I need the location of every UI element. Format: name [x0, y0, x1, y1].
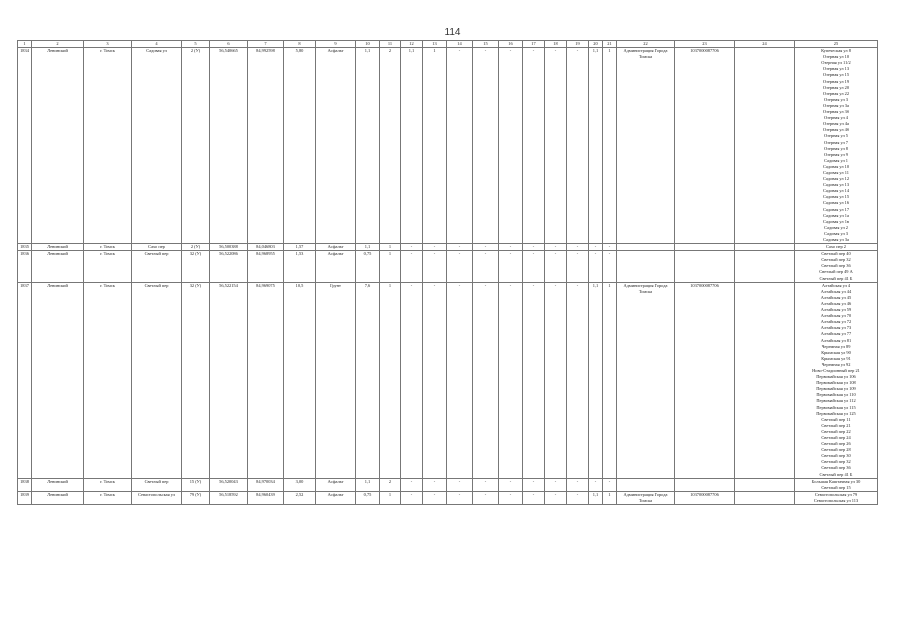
address-item: Светлый пер 41 Б: [819, 275, 853, 281]
header-cell: 23: [675, 41, 735, 48]
table-cell: Севастопольская ул: [132, 491, 182, 504]
table-cell: Асфальт: [316, 251, 356, 282]
table-cell: -: [447, 282, 473, 478]
header-cell: 14: [447, 41, 473, 48]
table-row: [18, 244, 878, 251]
table-cell: Администрация Города Томска: [617, 282, 675, 478]
table-cell: -: [567, 282, 589, 478]
table-cell: -: [567, 478, 589, 491]
address-item: Светлый пер 15: [821, 484, 851, 490]
table-cell: -: [545, 48, 567, 244]
table-cell: -: [589, 244, 603, 251]
table-cell: -: [499, 491, 523, 504]
address-item: Садовая ул 16: [822, 200, 850, 206]
address-item: Озерная ул 15: [822, 72, 850, 78]
table-cell: Ленинский: [32, 48, 84, 244]
address-item: Алтайская ул 77: [820, 331, 852, 337]
table-cell: 84,960439: [248, 491, 284, 504]
address-item: Алтайская ул 44: [820, 288, 852, 294]
table-cell: 0,75: [356, 251, 380, 282]
header-cell: 17: [523, 41, 545, 48]
table-cell: 3,00: [284, 478, 316, 491]
table-cell: 1,1: [356, 244, 380, 251]
table-cell: -: [447, 251, 473, 282]
header-cell: 9: [316, 41, 356, 48]
table-cell: -: [423, 478, 447, 491]
table-cell: 1: [603, 48, 617, 244]
table-cell: 5,80: [284, 48, 316, 244]
table-cell: 84,969075: [248, 282, 284, 478]
header-cell: 2: [32, 41, 84, 48]
table-cell: -: [473, 244, 499, 251]
table-cell: 1: [380, 251, 401, 282]
address-item: Алтайская ул 59: [820, 307, 852, 313]
header-row: [18, 41, 878, 48]
table-cell: 1834: [18, 48, 32, 244]
table-cell: 79 (У): [182, 491, 210, 504]
address-item: Светлый пер 22: [821, 428, 851, 434]
address-item: Светлый пер 32: [821, 459, 851, 465]
table-cell: -: [499, 478, 523, 491]
address-item: Светлый пер 28: [821, 447, 851, 453]
table-cell: -: [499, 251, 523, 282]
table-cell: -: [545, 491, 567, 504]
table-cell: -: [499, 48, 523, 244]
table-cell: [735, 244, 795, 251]
address-item: Озерная ул 10: [822, 54, 850, 60]
table-cell: [735, 48, 795, 244]
table-cell: 1037000087706: [675, 491, 735, 504]
header-cell: 5: [182, 41, 210, 48]
table-cell: 1,53: [284, 251, 316, 282]
table-row: [18, 491, 878, 504]
table-cell: 10,5: [284, 282, 316, 478]
address-item: Светлый пер 32: [821, 257, 851, 263]
table-cell: Светлый пер: [132, 282, 182, 478]
table-cell: 1,1: [589, 491, 603, 504]
table-cell: 1037000087706: [675, 282, 735, 478]
address-item: Первомайская ул 108: [816, 380, 856, 386]
table-cell: 2,52: [284, 491, 316, 504]
header-cell: 8: [284, 41, 316, 48]
address-item: Большая Каштачная ул 30: [811, 478, 861, 484]
address-item: Ново-Стадионный пер 21: [812, 367, 860, 373]
header-cell: 13: [423, 41, 447, 48]
address-item: Севастопольская ул 79: [814, 491, 858, 497]
table-cell: -: [401, 491, 423, 504]
table-cell: -: [423, 282, 447, 478]
table-cell: Ленинский: [32, 251, 84, 282]
header-cell: 3: [84, 41, 132, 48]
table-cell: -: [523, 244, 545, 251]
address-item: Садовая ул 12: [822, 176, 850, 182]
address-item: Первомайская ул 112: [816, 398, 856, 404]
table-cell: Сахо пер: [132, 244, 182, 251]
table-cell: Ленинский: [32, 244, 84, 251]
table-cell: -: [567, 491, 589, 504]
table-cell: [675, 478, 735, 491]
table-cell: -: [523, 491, 545, 504]
table-cell: -: [447, 48, 473, 244]
table-cell: -: [545, 251, 567, 282]
header-cell: 11: [380, 41, 401, 48]
address-item: Озерная ул 4а: [823, 121, 849, 127]
header-cell: 18: [545, 41, 567, 48]
table-cell: 1839: [18, 491, 32, 504]
table-cell: -: [401, 251, 423, 282]
address-item: Севастопольская ул 113: [813, 497, 859, 503]
header-cell: 19: [567, 41, 589, 48]
table-cell: Ленинский: [32, 491, 84, 504]
address-item: Первомайская ул 115: [816, 404, 856, 410]
table-cell: г. Томск: [84, 478, 132, 491]
table-cell: -: [423, 244, 447, 251]
address-item: Садовая ул 15: [822, 194, 850, 200]
table-row: [18, 282, 878, 478]
table-cell: 56,520043: [210, 478, 248, 491]
table-cell: 0,75: [356, 491, 380, 504]
table-cell: Садовая ул: [132, 48, 182, 244]
table-cell: Асфальт: [316, 48, 356, 244]
address-item: Светлый пер 40: [821, 251, 851, 257]
table-cell: [735, 491, 795, 504]
address-item: Садовая ул 3а: [823, 237, 849, 242]
address-item: Озерная ул 4б: [822, 127, 850, 133]
address-item: Первомайская ул 106: [816, 374, 856, 380]
table-cell: -: [473, 251, 499, 282]
address-item: Первомайская ул 109: [816, 386, 856, 392]
table-cell: -: [401, 282, 423, 478]
table-cell: г. Томск: [84, 282, 132, 478]
table-cell: 1,1: [589, 48, 603, 244]
address-item: Садовая ул 14: [822, 188, 850, 194]
page-number: 114: [444, 27, 461, 38]
header-cell: 15: [473, 41, 499, 48]
table-cell: -: [603, 251, 617, 282]
address-item: Садовая ул 3: [824, 230, 848, 236]
table-cell: 1837: [18, 282, 32, 478]
table-cell: [735, 251, 795, 282]
table-cell: -: [473, 48, 499, 244]
address-item: Озерная ул 11/2: [821, 60, 851, 66]
address-item: Озерная ул 9: [824, 151, 848, 157]
table-cell: 84,970034: [248, 478, 284, 491]
table-cell: 2 (У): [182, 244, 210, 251]
header-cell: 21: [603, 41, 617, 48]
table-cell: 56,522086: [210, 251, 248, 282]
address-item: Светлый пер 41 Б: [819, 471, 853, 477]
address-item: Светлый пер 36: [821, 263, 851, 269]
header-cell: 20: [589, 41, 603, 48]
table-cell: -: [499, 282, 523, 478]
table-cell: 84,968955: [248, 251, 284, 282]
table-cell: 1,57: [284, 244, 316, 251]
registry-body: [18, 41, 878, 505]
address-item: Озерная ул 3а: [823, 102, 849, 108]
table-cell: -: [447, 491, 473, 504]
address-item: Озерная ул 8: [824, 145, 848, 151]
table-cell: 1,1: [356, 478, 380, 491]
table-cell: 1836: [18, 251, 32, 282]
table-cell: 32 (У): [182, 251, 210, 282]
table-cell: -: [447, 244, 473, 251]
address-item: Садовая ул 13: [822, 182, 850, 188]
table-cell: г. Томск: [84, 251, 132, 282]
address-item: Черемная ул 89: [821, 343, 851, 349]
address-item: Светлый пер 36: [821, 465, 851, 471]
address-item: Озерная ул 22: [822, 90, 850, 96]
table-cell: -: [473, 282, 499, 478]
header-cell: 12: [401, 41, 423, 48]
address-item: Озерная ул 5: [824, 133, 848, 139]
table-cell: -: [545, 282, 567, 478]
table-cell: Светлый пер: [132, 478, 182, 491]
table-cell: -: [523, 251, 545, 282]
table-cell: 1: [423, 48, 447, 244]
header-cell: 25: [795, 41, 878, 48]
address-item: Светлый пер 30: [821, 453, 851, 459]
table-cell: -: [447, 478, 473, 491]
address-item: Черемная ул 92: [821, 361, 851, 367]
address-item: Садовая ул 2: [824, 224, 848, 230]
table-cell: [735, 478, 795, 491]
table-cell: Грунт: [316, 282, 356, 478]
address-list-cell: [795, 48, 878, 244]
address-item: Крымская ул 91: [821, 355, 851, 361]
address-item: Садовая ул 11: [823, 169, 849, 175]
header-cell: 10: [356, 41, 380, 48]
address-item: Светлый пер 11: [821, 416, 851, 422]
table-cell: Асфальт: [316, 491, 356, 504]
table-cell: -: [499, 244, 523, 251]
table-cell: 1,1: [589, 282, 603, 478]
address-item: Озерная ул 3б: [822, 109, 850, 115]
table-cell: 7,6: [356, 282, 380, 478]
table-cell: 15 (У): [182, 478, 210, 491]
address-item: Озерная ул 13: [822, 66, 850, 72]
table-cell: 2: [380, 48, 401, 244]
address-list-cell: [795, 251, 878, 282]
table-cell: -: [401, 244, 423, 251]
header-cell: 7: [248, 41, 284, 48]
address-item: Садовая ул 1в: [823, 218, 849, 224]
table-cell: -: [603, 478, 617, 491]
address-item: Светлый пер 49 А: [819, 269, 853, 275]
table-cell: Асфальт: [316, 244, 356, 251]
table-cell: 1,1: [356, 48, 380, 244]
header-cell: 22: [617, 41, 675, 48]
table-cell: -: [603, 244, 617, 251]
table-cell: 56,500388: [210, 244, 248, 251]
table-cell: -: [567, 251, 589, 282]
table-cell: [675, 251, 735, 282]
address-item: Садовая ул 1а: [823, 212, 849, 218]
table-cell: -: [523, 478, 545, 491]
table-row: [18, 48, 878, 244]
registry-table: [17, 40, 878, 505]
address-item: Светлый пер 26: [821, 441, 851, 447]
address-item: Алтайская ул 81: [820, 337, 852, 343]
table-cell: [617, 244, 675, 251]
table-cell: 2 (У): [182, 48, 210, 244]
table-cell: 56,518592: [210, 491, 248, 504]
table-cell: [617, 478, 675, 491]
table-cell: [675, 244, 735, 251]
table-cell: [735, 282, 795, 478]
header-cell: 6: [210, 41, 248, 48]
table-cell: -: [545, 478, 567, 491]
address-item: Светлый пер 24: [821, 435, 851, 440]
table-cell: 1037000087706: [675, 48, 735, 244]
header-cell: 4: [132, 41, 182, 48]
table-cell: -: [523, 282, 545, 478]
table-cell: 84,992598: [248, 48, 284, 244]
header-cell: 1: [18, 41, 32, 48]
table-row: [18, 251, 878, 282]
table-cell: 56,540665: [210, 48, 248, 244]
address-item: Садовая ул 1: [824, 157, 848, 163]
address-item: Алтайская ул 45: [820, 294, 852, 300]
table-cell: -: [589, 478, 603, 491]
header-cell: 16: [499, 41, 523, 48]
table-cell: 1,1: [401, 48, 423, 244]
table-cell: г. Томск: [84, 491, 132, 504]
address-item: Алтайская ул 73: [820, 325, 852, 331]
address-item: Первомайская ул 125: [816, 410, 856, 416]
table-cell: [617, 251, 675, 282]
address-item: Сахо пер 2: [826, 244, 846, 250]
table-cell: 1: [380, 491, 401, 504]
table-cell: г. Томск: [84, 48, 132, 244]
table-cell: Светлый пер: [132, 251, 182, 282]
table-cell: -: [567, 48, 589, 244]
address-item: Озерная ул 19: [822, 78, 850, 84]
table-cell: -: [401, 478, 423, 491]
table-cell: Администрация Города Томска: [617, 48, 675, 244]
address-item: Алтайская ул 4: [821, 282, 851, 288]
table-cell: Администрация Города Томска: [617, 491, 675, 504]
address-list-cell: [795, 244, 878, 251]
address-item: Озерная ул 7: [824, 139, 848, 145]
table-cell: -: [423, 491, 447, 504]
address-list-cell: [795, 282, 878, 478]
address-item: Садовая ул 10: [822, 163, 850, 169]
address-item: Алтайская ул 46: [820, 300, 852, 306]
table-cell: 84,046803: [248, 244, 284, 251]
header-cell: 24: [735, 41, 795, 48]
table-cell: Ленинский: [32, 282, 84, 478]
table-cell: Ленинский: [32, 478, 84, 491]
table-cell: 1: [380, 282, 401, 478]
table-cell: 1838: [18, 478, 32, 491]
address-item: Первомайская ул 110: [816, 392, 856, 398]
address-item: Алтайская ул 70: [820, 313, 852, 319]
table-cell: -: [545, 244, 567, 251]
table-cell: -: [567, 244, 589, 251]
address-item: Светлый пер 21: [821, 422, 851, 428]
table-cell: г. Томск: [84, 244, 132, 251]
table-cell: -: [473, 478, 499, 491]
table-cell: Асфальт: [316, 478, 356, 491]
address-list-cell: [795, 478, 878, 491]
table-cell: 2: [380, 478, 401, 491]
table-cell: -: [523, 48, 545, 244]
table-cell: 1: [603, 491, 617, 504]
table-row: [18, 478, 878, 491]
address-item: Садовая ул 17: [822, 206, 850, 212]
table-cell: 56,522154: [210, 282, 248, 478]
table-cell: -: [589, 251, 603, 282]
address-item: Алтайская ул 72: [820, 319, 852, 325]
address-list-cell: [795, 491, 878, 504]
table-cell: 1: [380, 244, 401, 251]
table-cell: 1: [603, 282, 617, 478]
address-item: Озерная ул 3: [824, 96, 848, 102]
table-cell: -: [423, 251, 447, 282]
address-item: Озерная ул 4: [824, 115, 848, 121]
address-item: Купеческая ул 8: [821, 48, 851, 54]
table-cell: 32 (У): [182, 282, 210, 478]
table-cell: -: [473, 491, 499, 504]
table-cell: 1835: [18, 244, 32, 251]
address-item: Озерная ул 20: [822, 84, 850, 90]
address-item: Крымская ул 90: [821, 349, 851, 355]
